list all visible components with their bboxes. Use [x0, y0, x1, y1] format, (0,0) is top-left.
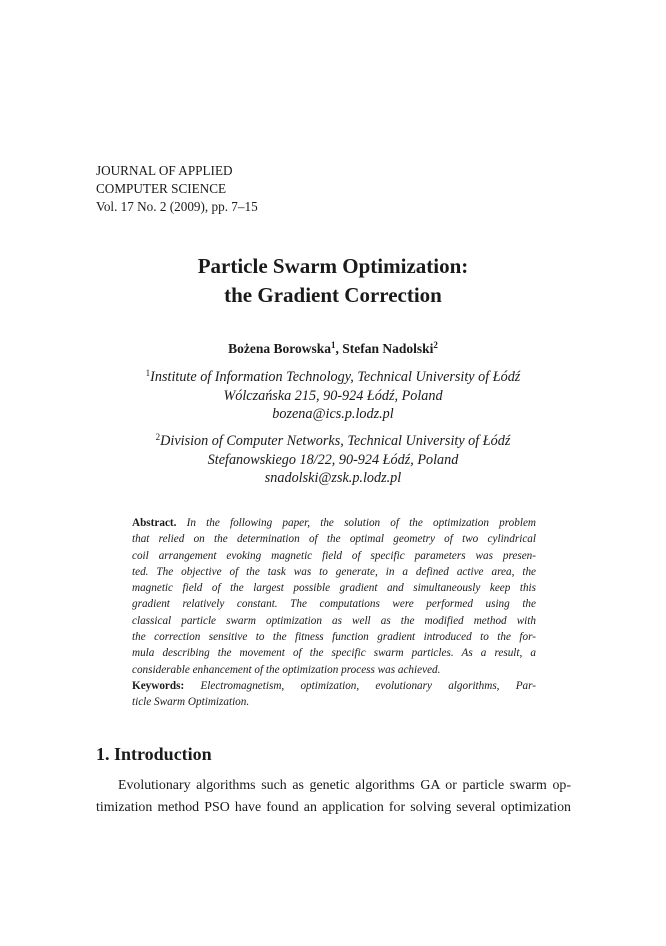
journal-volume: Vol. 17 No. 2 (2009), pp. 7–15	[96, 199, 258, 214]
author-affiliation-mark: 1	[330, 340, 336, 350]
author-list	[0, 340, 666, 358]
journal-name-line2: COMPUTER SCIENCE	[96, 181, 227, 196]
author-separator: ,	[335, 341, 343, 356]
paragraph-line: timization method PSO have found an application for solving several optimization	[96, 799, 571, 815]
affiliation-mark: 2	[155, 432, 161, 442]
abstract	[132, 515, 536, 711]
abstract-line: Abstract. In the following paper, the solution of the optimization problem	[132, 517, 537, 529]
affiliation-institution: Institute of Information Technology, Technical University of Łódź	[150, 369, 521, 385]
author-name: Stefan Nadolski	[342, 341, 434, 356]
abstract-line: the correction sensitive to the fitness function gradient introduced to the for-	[132, 631, 536, 644]
paper-title-line1: Particle Swarm Optimization:	[197, 254, 469, 278]
affiliation-email: bozena@ics.p.lodz.pl	[272, 406, 394, 422]
journal-name-line1: JOURNAL OF APPLIED	[96, 163, 233, 178]
paper-title-line2: the Gradient Correction	[224, 283, 442, 307]
affiliation-institution: Division of Computer Networks, Technical University of Łódź	[160, 433, 511, 449]
abstract-line: gradient relatively constant. The computations were performed using the	[132, 598, 536, 611]
affiliation-address: Wólczańska 215, 90-924 Łódź, Poland	[223, 387, 443, 404]
affiliation-2	[0, 432, 666, 488]
section-body	[96, 775, 571, 818]
keywords-line: Keywords: Electromagnetism, optimization, evolutionary algorithms, Par-	[132, 679, 536, 692]
affiliation-address: Stefanowskiego 18/22, 90-924 Łódź, Poland	[207, 451, 459, 468]
abstract-label: Abstract.	[132, 517, 177, 529]
journal-header	[96, 162, 258, 216]
abstract-line: that relied on the determination of the optimal geometry of two cylindrical	[132, 533, 536, 546]
affiliation-email: snadolski@zsk.p.lodz.pl	[264, 470, 402, 486]
author-name: Bożena Borowska	[228, 341, 331, 356]
keywords-label: Keywords:	[132, 679, 185, 692]
author-affiliation-mark: 2	[433, 340, 438, 350]
abstract-line: magnetic field of the largest possible gradient and simultaneously keep this	[132, 582, 536, 595]
abstract-line: considerable enhancement of the optimization process was achieved.	[132, 663, 441, 676]
section-heading: 1. Introduction	[96, 744, 212, 764]
abstract-line: mula describing the movement of the specific swarm particles. As a result, a	[132, 647, 536, 660]
abstract-line: classical particle swarm optimization as well as the modified method with	[132, 614, 536, 627]
affiliation-1	[0, 368, 666, 424]
abstract-line: coil arrangement evoking magnetic field of specific parameters was presen-	[132, 549, 536, 562]
keywords-line: ticle Swarm Optimization.	[132, 696, 250, 709]
paper-title	[0, 252, 666, 310]
affiliation-mark: 1	[145, 368, 151, 378]
abstract-line: ted. The objective of the task was to generate, in a defined active area, the	[132, 565, 536, 578]
paragraph-line: Evolutionary algorithms such as genetic algorithms GA or particle swarm op-	[118, 778, 571, 793]
